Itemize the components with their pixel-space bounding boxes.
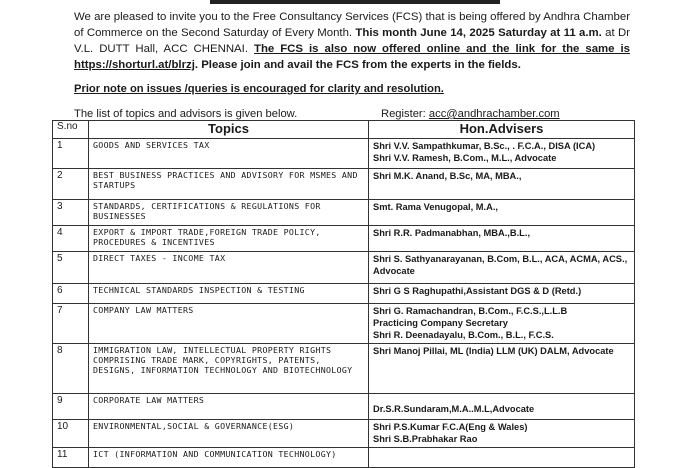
row-topic: GOODS AND SERVICES TAX bbox=[89, 139, 369, 169]
adviser-name: Shri R. Deenadayalu, B.Com., B.L., F.C.S. bbox=[373, 330, 554, 340]
adviser-name: Dr.S.R.Sundaram,M.A..M.L,Advocate bbox=[373, 404, 535, 414]
table-header-row bbox=[53, 121, 635, 139]
register-line bbox=[381, 108, 560, 120]
row-topic: CORPORATE LAW MATTERS bbox=[89, 394, 369, 420]
intro-venue: at Dr V.L. DUTT Hall, ACC CHENNAI. bbox=[74, 27, 630, 55]
row-sno: 5 bbox=[53, 252, 89, 284]
intro-text: We are pleased to invite you to the Free Consultancy Services (FCS) that is being offered by Andhra Chamber of Commerce on the Second Saturday of Every Month. bbox=[74, 11, 630, 39]
intro-closing: . Please join and avail the FCS from the experts in the fields. bbox=[194, 59, 521, 71]
adviser-name: Shri G S Raghupathi,Assistant DGS & D (Retd.) bbox=[373, 286, 582, 296]
adviser-name: Shri P.S.Kumar F.C.A(Eng & Wales) bbox=[373, 422, 528, 432]
row-topic: IMMIGRATION LAW, INTELLECTUAL PROPERTY RIGHTS COMPRISING TRADE MARK, COPYRIGHTS, PATENTS, DESIGNS, INFORMATION TECHNOLOGY AND BIOTECHNOLOGY bbox=[89, 344, 369, 394]
prior-note: Prior note on issues /queries is encouraged for clarity and resolution. bbox=[74, 83, 444, 95]
row-advisers bbox=[369, 420, 635, 448]
row-advisers bbox=[369, 200, 635, 226]
table-row bbox=[53, 448, 635, 468]
adviser-name: Shri R.R. Padmanabhan, MBA.,B.L., bbox=[373, 228, 531, 238]
topics-table bbox=[52, 120, 635, 468]
invitation-paragraph bbox=[74, 9, 630, 73]
row-sno: 4 bbox=[53, 226, 89, 252]
row-topic: STANDARDS, CERTIFICATIONS & REGULATIONS FOR BUSINESSES bbox=[89, 200, 369, 226]
intro-date: This month June 14, 2025 Saturday at 11 a.m. bbox=[355, 27, 602, 39]
row-topic: EXPORT & IMPORT TRADE,FOREIGN TRADE POLICY, PROCEDURES & INCENTIVES bbox=[89, 226, 369, 252]
row-sno: 2 bbox=[53, 169, 89, 200]
adviser-name: Practicing Company Secretary bbox=[373, 318, 508, 328]
header-rule bbox=[210, 0, 500, 4]
row-sno: 10 bbox=[53, 420, 89, 448]
adviser-name: Shri V.V. Ramesh, B.Com., M.L., Advocate bbox=[373, 153, 557, 163]
adviser-name: Smt. Rama Venugopal, M.A., bbox=[373, 202, 499, 212]
table-row bbox=[53, 200, 635, 226]
adviser-name: Shri S.B.Prabhakar Rao bbox=[373, 434, 478, 444]
row-advisers bbox=[369, 448, 635, 468]
adviser-name: Shri S. Sathyanarayanan, B.Com, B.L., ACA, ACMA, ACS., bbox=[373, 254, 628, 264]
register-label: Register: bbox=[381, 108, 429, 120]
row-topic: ICT (INFORMATION AND COMMUNICATION TECHNOLOGY) bbox=[89, 448, 369, 468]
row-sno: 8 bbox=[53, 344, 89, 394]
row-sno: 3 bbox=[53, 200, 89, 226]
table-row bbox=[53, 169, 635, 200]
row-advisers bbox=[369, 252, 635, 284]
row-topic: COMPANY LAW MATTERS bbox=[89, 304, 369, 344]
table-row bbox=[53, 394, 635, 420]
row-advisers bbox=[369, 344, 635, 394]
adviser-name: Advocate bbox=[373, 266, 415, 276]
row-advisers bbox=[369, 304, 635, 344]
table-row bbox=[53, 304, 635, 344]
table-row bbox=[53, 344, 635, 394]
row-advisers bbox=[369, 226, 635, 252]
row-advisers bbox=[369, 139, 635, 169]
list-intro: The list of topics and advisors is given below. bbox=[74, 108, 298, 120]
row-sno: 11 bbox=[53, 448, 89, 468]
header-advisers: Hon.Advisers bbox=[369, 121, 635, 139]
table-row bbox=[53, 252, 635, 284]
row-advisers bbox=[369, 284, 635, 304]
table-row bbox=[53, 226, 635, 252]
table-row bbox=[53, 284, 635, 304]
register-email-link[interactable]: acc@andhrachamber.com bbox=[428, 108, 560, 120]
table-row bbox=[53, 420, 635, 448]
row-sno: 7 bbox=[53, 304, 89, 344]
header-sno: S.no bbox=[53, 121, 89, 139]
row-advisers bbox=[369, 394, 635, 420]
row-sno: 1 bbox=[53, 139, 89, 169]
row-sno: 6 bbox=[53, 284, 89, 304]
row-advisers bbox=[369, 169, 635, 200]
online-link[interactable]: The FCS is also now offered online and the link for the same is https://shorturl.at/blrzj bbox=[74, 43, 630, 71]
adviser-name: Shri Manoj Pillai, ML (India) LLM (UK) DALM, Advocate bbox=[373, 346, 614, 356]
row-topic: TECHNICAL STANDARDS INSPECTION & TESTING bbox=[89, 284, 369, 304]
row-topic: DIRECT TAXES - INCOME TAX bbox=[89, 252, 369, 284]
adviser-name: Shri M.K. Anand, B.Sc, MA, MBA., bbox=[373, 171, 522, 181]
row-topic: BEST BUSINESS PRACTICES AND ADVISORY FOR MSMES AND STARTUPS bbox=[89, 169, 369, 200]
row-sno: 9 bbox=[53, 394, 89, 420]
adviser-name: Shri V.V. Sampathkumar, B.Sc., . F.C.A., DISA (ICA) bbox=[373, 141, 596, 151]
row-topic: ENVIRONMENTAL,SOCIAL & GOVERNANCE(ESG) bbox=[89, 420, 369, 448]
adviser-name: Shri G. Ramachandran, B.Com., F.C.S.,L.L.B bbox=[373, 306, 568, 316]
header-topics: Topics bbox=[89, 121, 369, 139]
table-row bbox=[53, 139, 635, 169]
